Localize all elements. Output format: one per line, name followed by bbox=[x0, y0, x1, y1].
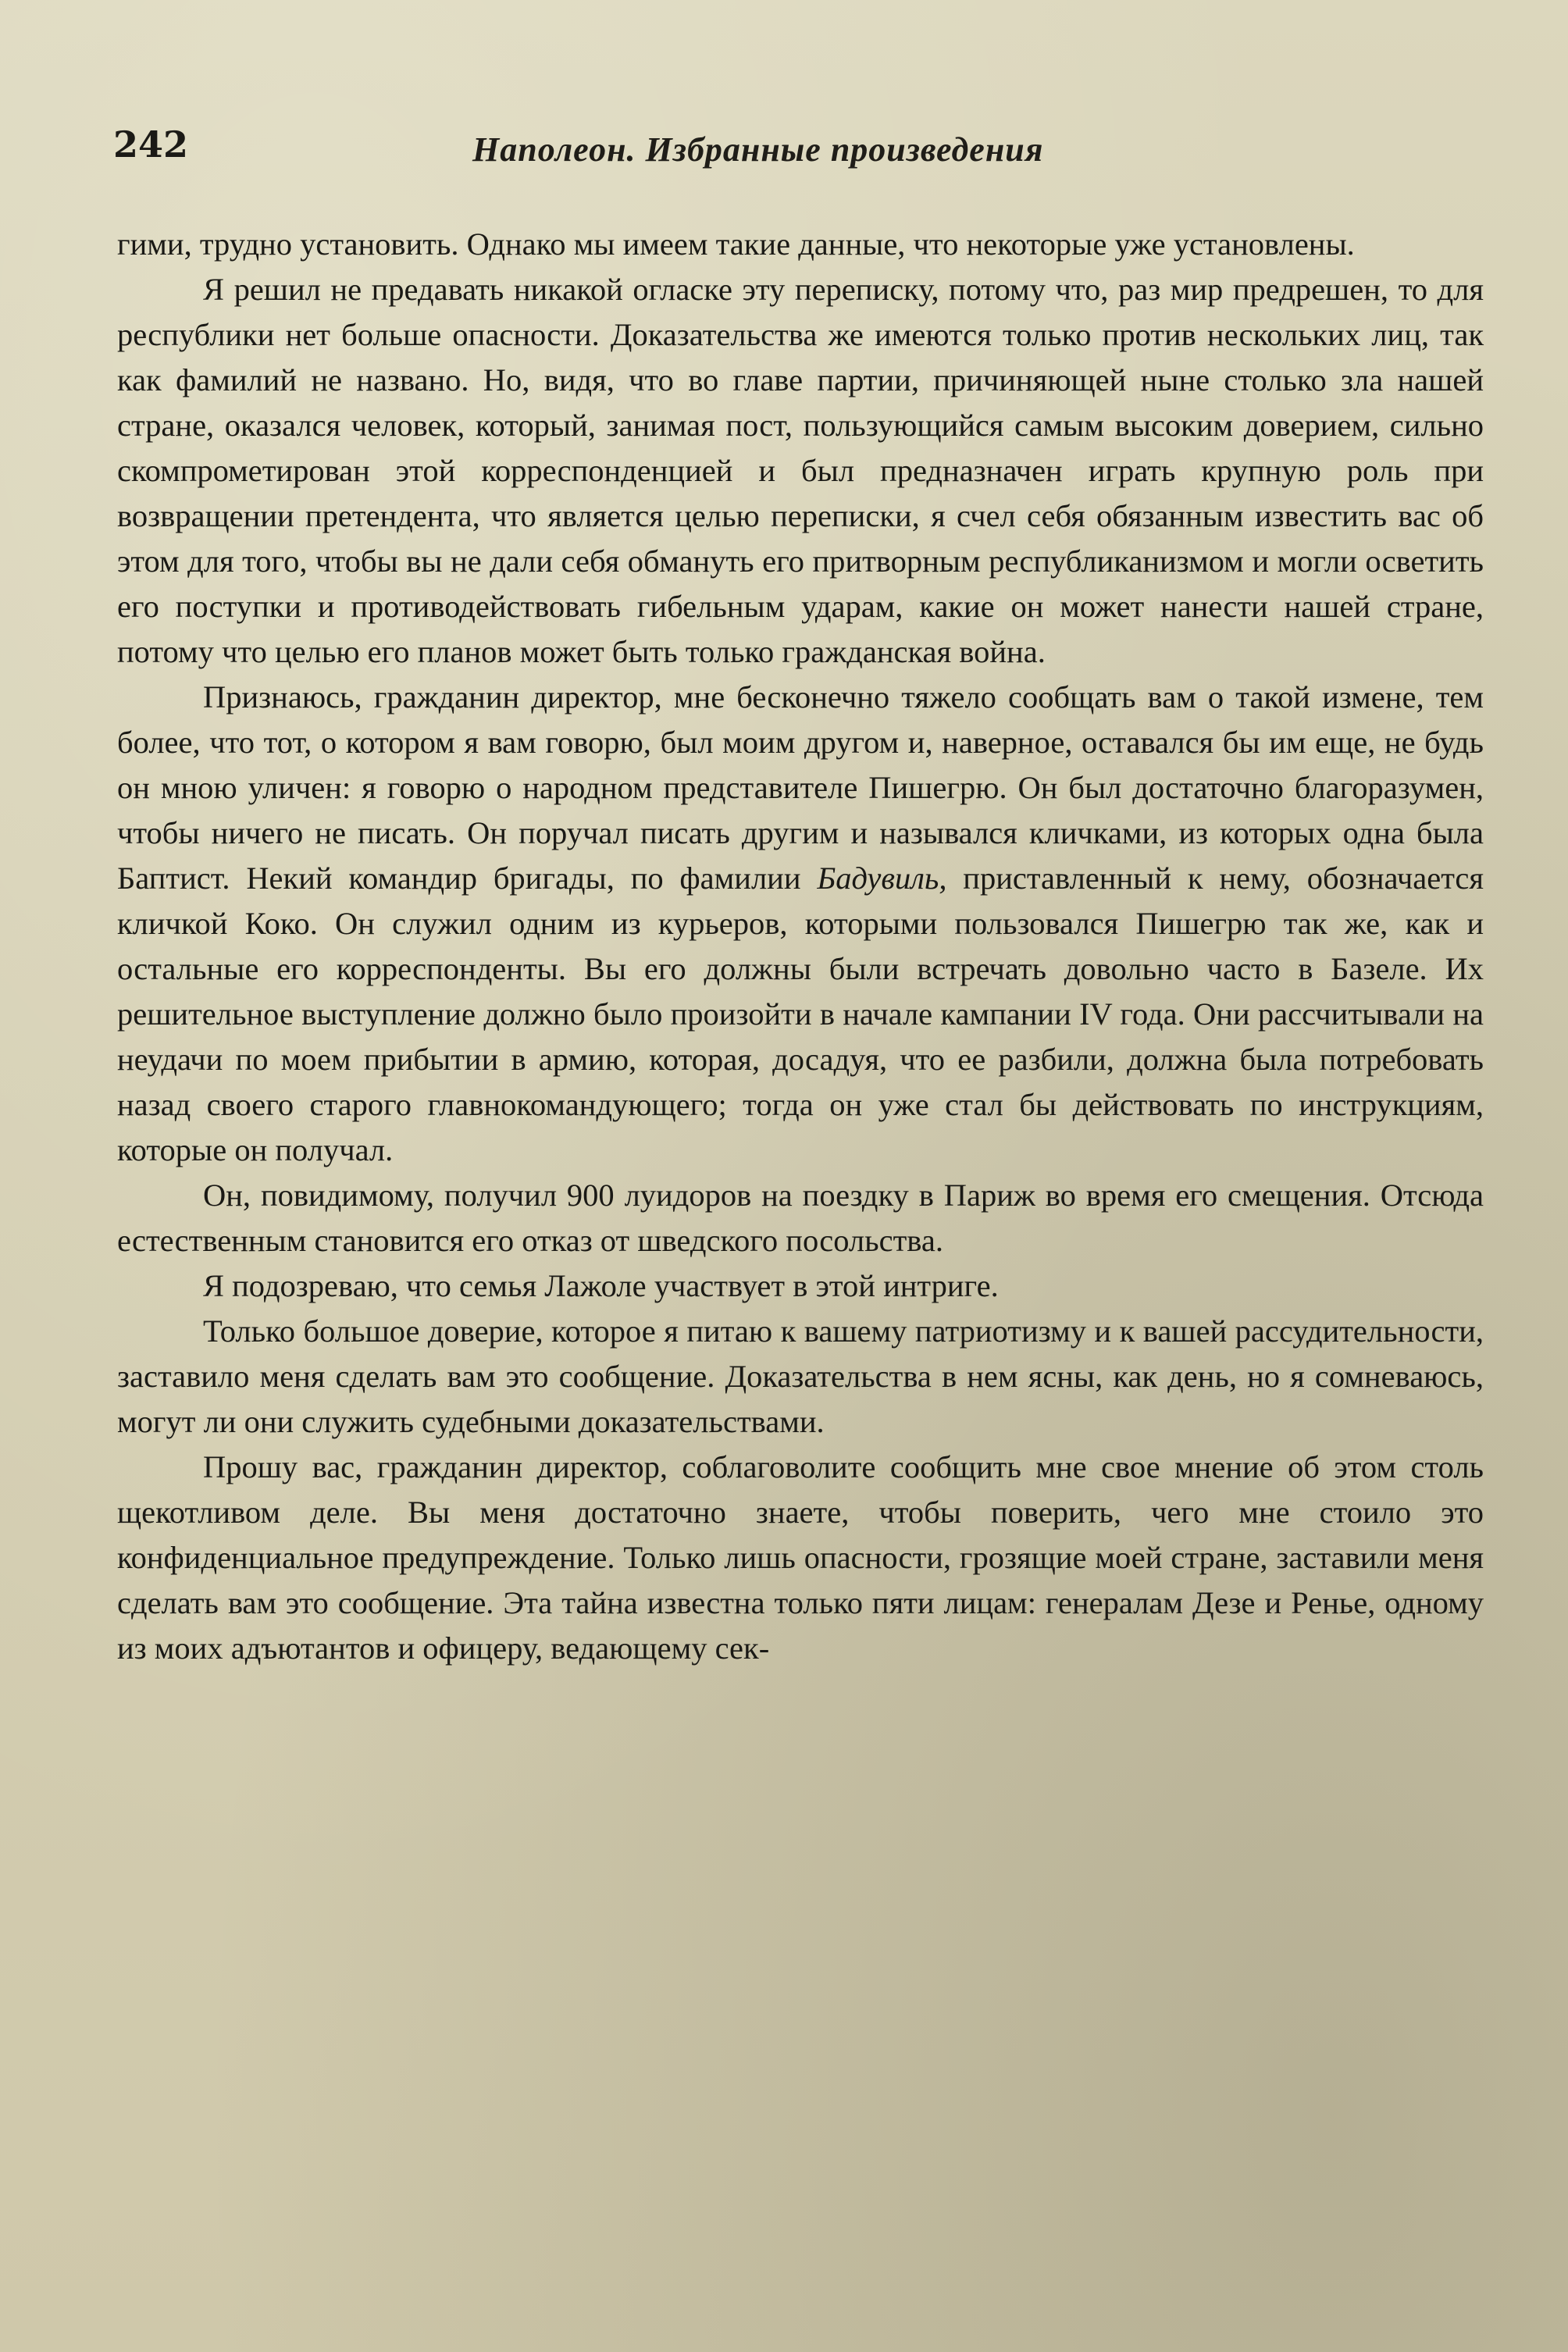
running-title: Наполеон. Избранные произведения bbox=[472, 130, 1044, 169]
paragraph-text: Он, повидимому, получил 900 луидоров на поездку в Париж во время его смещения. Отсюда естественным становится его отказ от шведского посольства. bbox=[117, 1178, 1484, 1258]
paragraph-text: приставленный к нему, обозначается кличкой Коко. Он служил одним из курьеров, которыми пользовался Пишегрю так же, как и остальные его корреспонденты. Вы его должны были встречать довольно часто в Базеле. Их решительное выступление должно было произойти в начале кампании IV года. Они рассчитывали на неудачи по моем прибытии в армию, которая, досадуя, что ее разбили, должна была потребовать назад своего старого главнокомандующего; тогда он уже стал бы действовать по инструкциям, которые он получал. bbox=[117, 861, 1484, 1167]
paragraph-text: Признаюсь, гражданин директор, мне бесконечно тяжело сообщать вам о такой измене, тем более, что тот, о котором я вам говорю, был моим другом и, наверное, оставался бы им еще, не будь он мною уличен: я говорю о народном представителе Пишегрю. Он был достаточно благоразумен, чтобы ничего не писать. Он поручал писать другим и назывался кличками, из которых одна была Баптист. Некий командир бригады, по фамилии bbox=[117, 679, 1484, 896]
paragraph-text: Я подозреваю, что семья Лажоле участвует в этой интриге. bbox=[203, 1268, 999, 1303]
body-text bbox=[117, 222, 1484, 1671]
page-number: 242 bbox=[113, 123, 189, 166]
paragraph-text: Прошу вас, гражданин директор, соблаговолите сообщить мне свое мнение об этом столь щекотливом деле. Вы меня достаточно знаете, чтобы поверить, чего мне стоило это конфиденциальное предупреждение. Только лишь опасности, грозящие моей стране, заставили меня сделать вам это сообщение. Эта тайна известна только пяти лицам: генералам Дезе и Ренье, одному из моих адъютантов и офицеру, ведающему сек- bbox=[117, 1449, 1484, 1666]
paragraph-text: Только большое доверие, которое я питаю к вашему патриотизму и к вашей рассудительности, заставило меня сделать вам это сообщение. Доказательства в нем ясны, как день, но я сомневаюсь, могут ли они служить судебными доказательствами. bbox=[117, 1313, 1484, 1439]
paragraph-4 bbox=[117, 1173, 1484, 1263]
paragraph-6 bbox=[117, 1309, 1484, 1445]
paragraph-text: гими, трудно установить. Однако мы имеем такие данные, что некоторые уже установлены. bbox=[117, 226, 1355, 262]
paragraph-5 bbox=[117, 1263, 1484, 1309]
paragraph-7 bbox=[117, 1445, 1484, 1671]
page-header bbox=[113, 123, 1488, 186]
italic-name-baduvil: Бадувиль, bbox=[817, 861, 947, 896]
paragraph-1 bbox=[117, 222, 1484, 267]
paragraph-text: Я решил не предавать никакой огласке эту переписку, потому что, раз мир предрешен, то для республики нет больше опасности. Доказательства же имеются только против нескольких лиц, так как фамилий не названо. Но, видя, что во главе партии, причиняющей ныне столько зла нашей стране, оказался человек, который, занимая пост, пользующийся самым высоким доверием, сильно скомпрометирован этой корреспонденцией и был предназначен играть крупную роль при возвращении претендента, что является целью переписки, я счел себя обязанным известить вас об этом для того, чтобы вы не дали себя обмануть его притворным республиканизмом и могли осветить его поступки и противодействовать гибельным ударам, какие он может нанести нашей стране, потому что целью его планов может быть только гражданская война. bbox=[117, 272, 1484, 669]
paragraph-3 bbox=[117, 675, 1484, 1173]
paragraph-2 bbox=[117, 267, 1484, 675]
